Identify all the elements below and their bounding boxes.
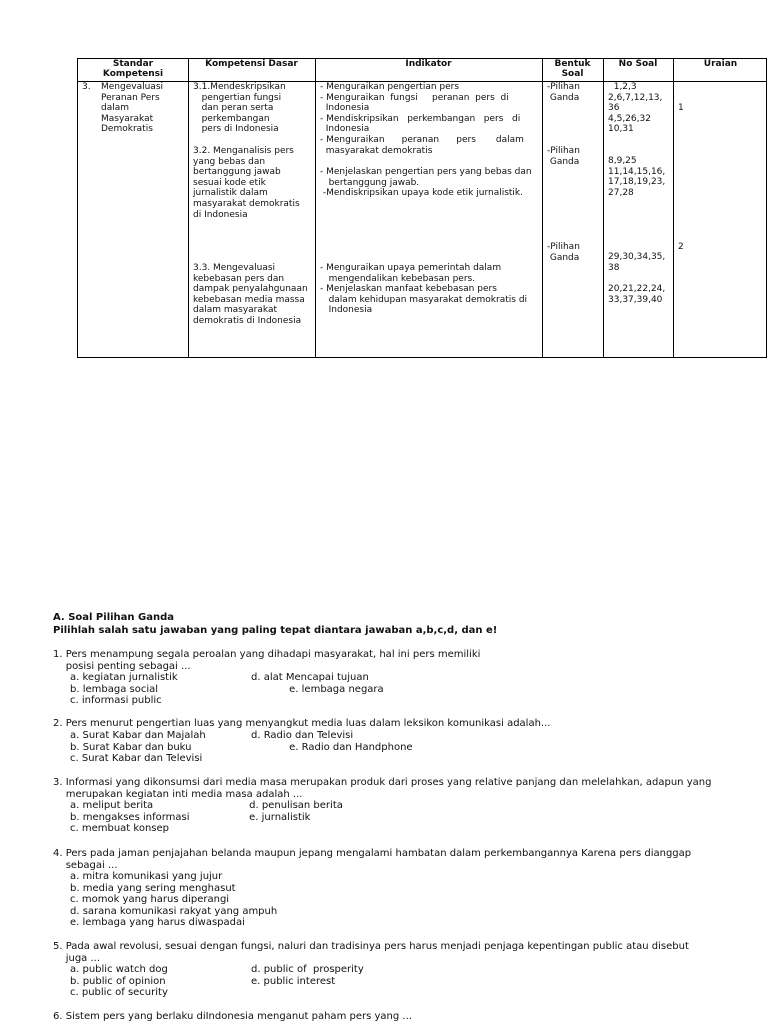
indikator-2: - Menjelaskan pengertian pers yang bebas dan bertanggung jawab. -Mendiskripsikan upaya kode etik jurnalistik. <box>320 167 532 199</box>
bentuk-2: -Pilihan Ganda <box>547 146 580 167</box>
column-divider <box>188 59 189 357</box>
question-2-options-right: d. Radio dan Televisi e. Radio dan Handphone <box>251 730 413 753</box>
question-5-options-right: d. public of prosperity e. public interest <box>251 964 364 987</box>
kd-3-1: 3.1.Mendeskripsikan pengertian fungsi dan peran serta perkembangan pers di Indonesia <box>193 82 286 135</box>
question-3-stem: 3. Informasi yang dikonsumsi dari media masa merupakan produk dari proses yang relative panjang dan melelahkan, adapun yang merupakan kegiatan inti media masa adalah ... <box>53 777 712 800</box>
header-bentuk: Bentuk Soal <box>554 59 591 79</box>
kd-3-3: 3.3. Mengevaluasi kebebasan pers dan dampak penyalahgunaan kebebasan media massa dalam masyarakat demokratis di Indonesia <box>193 263 308 326</box>
section-instruction: Pilihlah salah satu jawaban yang paling tepat diantara jawaban a,b,c,d, dan e! <box>53 625 498 636</box>
question-2-stem: 2. Pers menurut pengertian luas yang menyangkut media luas dalam leksikon komunikasi adalah... <box>53 718 551 729</box>
header-uraian: Uraian <box>703 59 738 69</box>
section-title: A. Soal Pilihan Ganda <box>53 612 174 623</box>
header-indikator: Indikator <box>405 59 452 69</box>
question-5-stem: 5. Pada awal revolusi, sesuai dengan fungsi, naluri dan tradisinya pers harus menjadi penjaga kepentingan public atau disebut juga ... <box>53 941 689 964</box>
kisi-kisi-table <box>77 58 767 358</box>
question-4-stem: 4. Pers pada jaman penjajahan belanda maupun jepang mengalami hambatan dalam perkembangannya Karena pers dianggap sebagai ... <box>53 848 692 871</box>
question-1-stem: 1. Pers menampung segala peroalan yang dihadapi masyarakat, hal ini pers memiliki posisi penting sebagai ... <box>53 649 481 672</box>
kd-3-2: 3.2. Menganalisis pers yang bebas dan bertanggung jawab sesuai kode etik jurnalistik dalam masyarakat demokratis di Indonesia <box>193 146 300 220</box>
header-kompetensi: Kompetensi Dasar <box>205 59 298 69</box>
question-3-options-right: d. penulisan berita e. jurnalistik <box>249 800 343 823</box>
question-6-stem: 6. Sistem pers yang berlaku diIndonesia menganut paham pers yang ... <box>53 1011 412 1022</box>
question-3-options-left: a. meliput berita b. mengakses informasi c. membuat konsep <box>70 800 190 834</box>
row-number: 3. <box>82 82 91 92</box>
question-5-options-left: a. public watch dog b. public of opinion c. public of security <box>70 964 168 998</box>
no-soal-1: 1,2,3 2,6,7,12,13, 36 4,5,26,32 10,31 <box>608 82 663 135</box>
no-soal-2: 8,9,25 11,14,15,16, 17,18,19,23, 27,28 <box>608 156 666 198</box>
column-divider <box>673 59 674 357</box>
no-soal-3: 29,30,34,35, 38 <box>608 252 666 273</box>
uraian-2: 2 <box>678 242 684 252</box>
indikator-1: - Menguraikan pengertian pers - Menguraikan fungsi peranan pers di Indonesia - Mendiskripsikan perkembangan pers di Indonesia - Menguraikan peranan pers dalam masyarakat demokratis <box>320 82 524 156</box>
uraian-1: 1 <box>678 103 684 113</box>
column-divider <box>315 59 316 357</box>
standar-text: Mengevaluasi Peranan Pers dalam Masyarakat Demokratis <box>101 82 164 135</box>
bentuk-3: -Pilihan Ganda <box>547 242 580 263</box>
header-standar: Standar Kompetensi <box>102 59 164 79</box>
header-no-soal: No Soal <box>618 59 658 69</box>
indikator-3: - Menguraikan upaya pemerintah dalam mengendalikan kebebasan pers. - Menjelaskan manfaat kebebasan pers dalam kehidupan masyarakat demokratis di Indonesia <box>320 263 528 316</box>
question-2-options-left: a. Surat Kabar dan Majalah b. Surat Kabar dan buku c. Surat Kabar dan Televisi <box>70 730 206 764</box>
question-1-options-left: a. kegiatan jurnalistik b. lembaga social c. informasi public <box>70 672 178 706</box>
column-divider <box>603 59 604 357</box>
column-divider <box>542 59 543 357</box>
bentuk-1: -Pilihan Ganda <box>547 82 580 103</box>
question-1-options-right: d. alat Mencapai tujuan e. lembaga negara <box>251 672 384 695</box>
question-4-options: a. mitra komunikasi yang jujur b. media yang sering menghasut c. momok yang harus diperangi d. sarana komunikasi rakyat yang ampuh e. lembaga yang harus diwaspadai <box>70 871 278 928</box>
no-soal-4: 20,21,22,24, 33,37,39,40 <box>608 284 666 305</box>
